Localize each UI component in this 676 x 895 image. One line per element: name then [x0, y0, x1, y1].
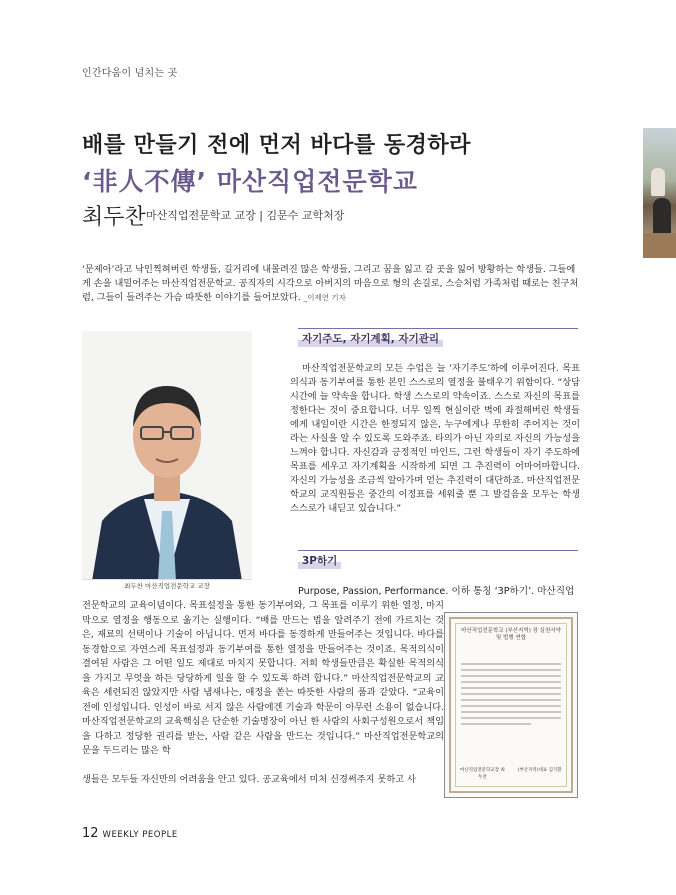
section-3p-tail: 생들은 모두들 자신만의 어려움을 안고 있다. 공교육에서 미처 신경써주지 못하고 사	[82, 774, 416, 785]
certificate-image	[444, 612, 578, 798]
section-divider	[298, 328, 578, 329]
interviewee-title: 마산직업전문학교 교장 | 김문수 교학처장	[146, 209, 345, 222]
section-heading-self-directed: 자기주도, 자기계획, 자기관리	[298, 331, 443, 347]
photo-caption: 최두찬 마산직업전문학교 교장	[82, 579, 252, 593]
section-body-self-directed: 마산직업전문학교의 모든 수업은 늘 ‘자기주도’하에 이루어진다. 목표의식과 동기부여를 통한 본인 스스로의 열정을 불태우기 위함이다. “상담시간에 늘 약속을 합니다. 학생 스스로의 약속이죠. 스스로 자신의 목표를 정한다는 것이 중요합니다. 너무 일찍 현실이란 벽에 좌절해버린 학생들에게 내일이란 시간은 한정되지 않은, 누구에게나 무한히 주어지는 것이라는 사실을 알 수 있도록 도와주죠. 타의가 아닌 자의로 자신의 가능성을 느껴야 합니다. 자신감과 긍정적인 마인드, 그런 학생들이 자기 주도하에 목표를 세우고 자기계획을 시작하게 되면 그 추진력이 어마어마합니다. 자신의 가능성을 조금씩 알아가며 얻는 추진력이 대단하죠. 마산직업전문학교의 교직원들은 중간의 이정표를 세워줄 뿐 그 발걸음을 모두는 학생 스스로가 내딛고 있습니다.”	[290, 363, 580, 514]
section-heading-3p: 3P하기	[298, 553, 341, 569]
edge-photo-crop	[643, 128, 676, 258]
lede-text: ‘문제아’라고 낙인찍혀버린 학생들, 길거리에 내몰려진 많은 학생들, 그리고 꿈을 잃고 갈 곳을 잃어 방황하는 학생들. 그들에게 손을 내밀어주는 마산직업전문학교. 공직자의 시각으로 아버지의 마음으로 형의 손길로, 스승처럼 가족처럼 때로는 친구처럼, 그들이 들려주는 가슴 따뜻한 이야기를 들어보았다.	[82, 264, 579, 303]
certificate-signer-left: 마산직업전문학교장 최두찬	[459, 768, 505, 780]
lede-paragraph	[82, 263, 582, 305]
portrait-illustration	[82, 331, 252, 581]
page-number: 12	[82, 826, 99, 841]
certificate-text-lines	[461, 663, 561, 729]
certificate-heading: 마산직업전문학교 (부산지역) 장 실천서약 및 법행 연합	[461, 628, 561, 641]
principal-photo	[82, 331, 252, 581]
section-3p-intro: Purpose, Passion, Performance. 이하 통칭 ‘3P하기’. 마산직업	[298, 586, 575, 597]
publication-name: WEEKLY PEOPLE	[102, 830, 178, 840]
section-3p-body: 전문학교의 교육이념이다. 목표설정을 통한 동기부여와, 그 목표를 이루기 위한 열정, 마지막으로 열정을 행동으로 옮기는 실행이다. “배를 만드는 법을 알려주기 전에 가르치는 것은, 재료의 선택이나 기술이 아닙니다. 먼저 바다를 동경하게 만들어주는 것입니다. 바다를 동경함으로 자연스레 목표설정과 동기부여를 통한 열정을 만들어주는 것이죠. 목적의식이 결여된 사람은 그 어떤 일도 제대로 마치지 못합니다. 저희 학생들만큼은 확실한 목적의식을 가지고 무엇을 하든 당당하게 일을 할 수 있도록 하려 합니다.” 마산직업전문학교의 교육은 세련되진 않았지만 사람 냄새나는, 애정을 쏟는 따뜻한 사람의 품과 같았다. “교육이전에 인성입니다. 인성이 바로 서지 않은 사람에겐 기술과 학문이 아무런 소용이 없습니다. 마산직업전문학교의 교육핵심은 단순한 기술명장이 아닌 한 사람의 사회구성원으로서 책임을 다하고 정당한 권리를 받는, 사람 같은 사람을 만드는 것입니다.” 마산직업전문학교의 문을 두드리는 많은 학	[82, 600, 444, 756]
headline-school-name: ‘非人不傳’ 마산직업전문학교	[82, 167, 418, 196]
reporter-credit: _이제연 기자	[303, 293, 346, 302]
headline: 배를 만들기 전에 먼저 바다를 동경하라	[82, 133, 471, 158]
page-footer	[82, 826, 178, 841]
interviewee-name: 최두찬	[82, 205, 146, 230]
certificate-signer-right: (부산지역)대표 김기환	[517, 768, 562, 773]
section-divider	[298, 550, 578, 551]
section-tag: 인간다움이 넘치는 곳	[82, 68, 178, 79]
